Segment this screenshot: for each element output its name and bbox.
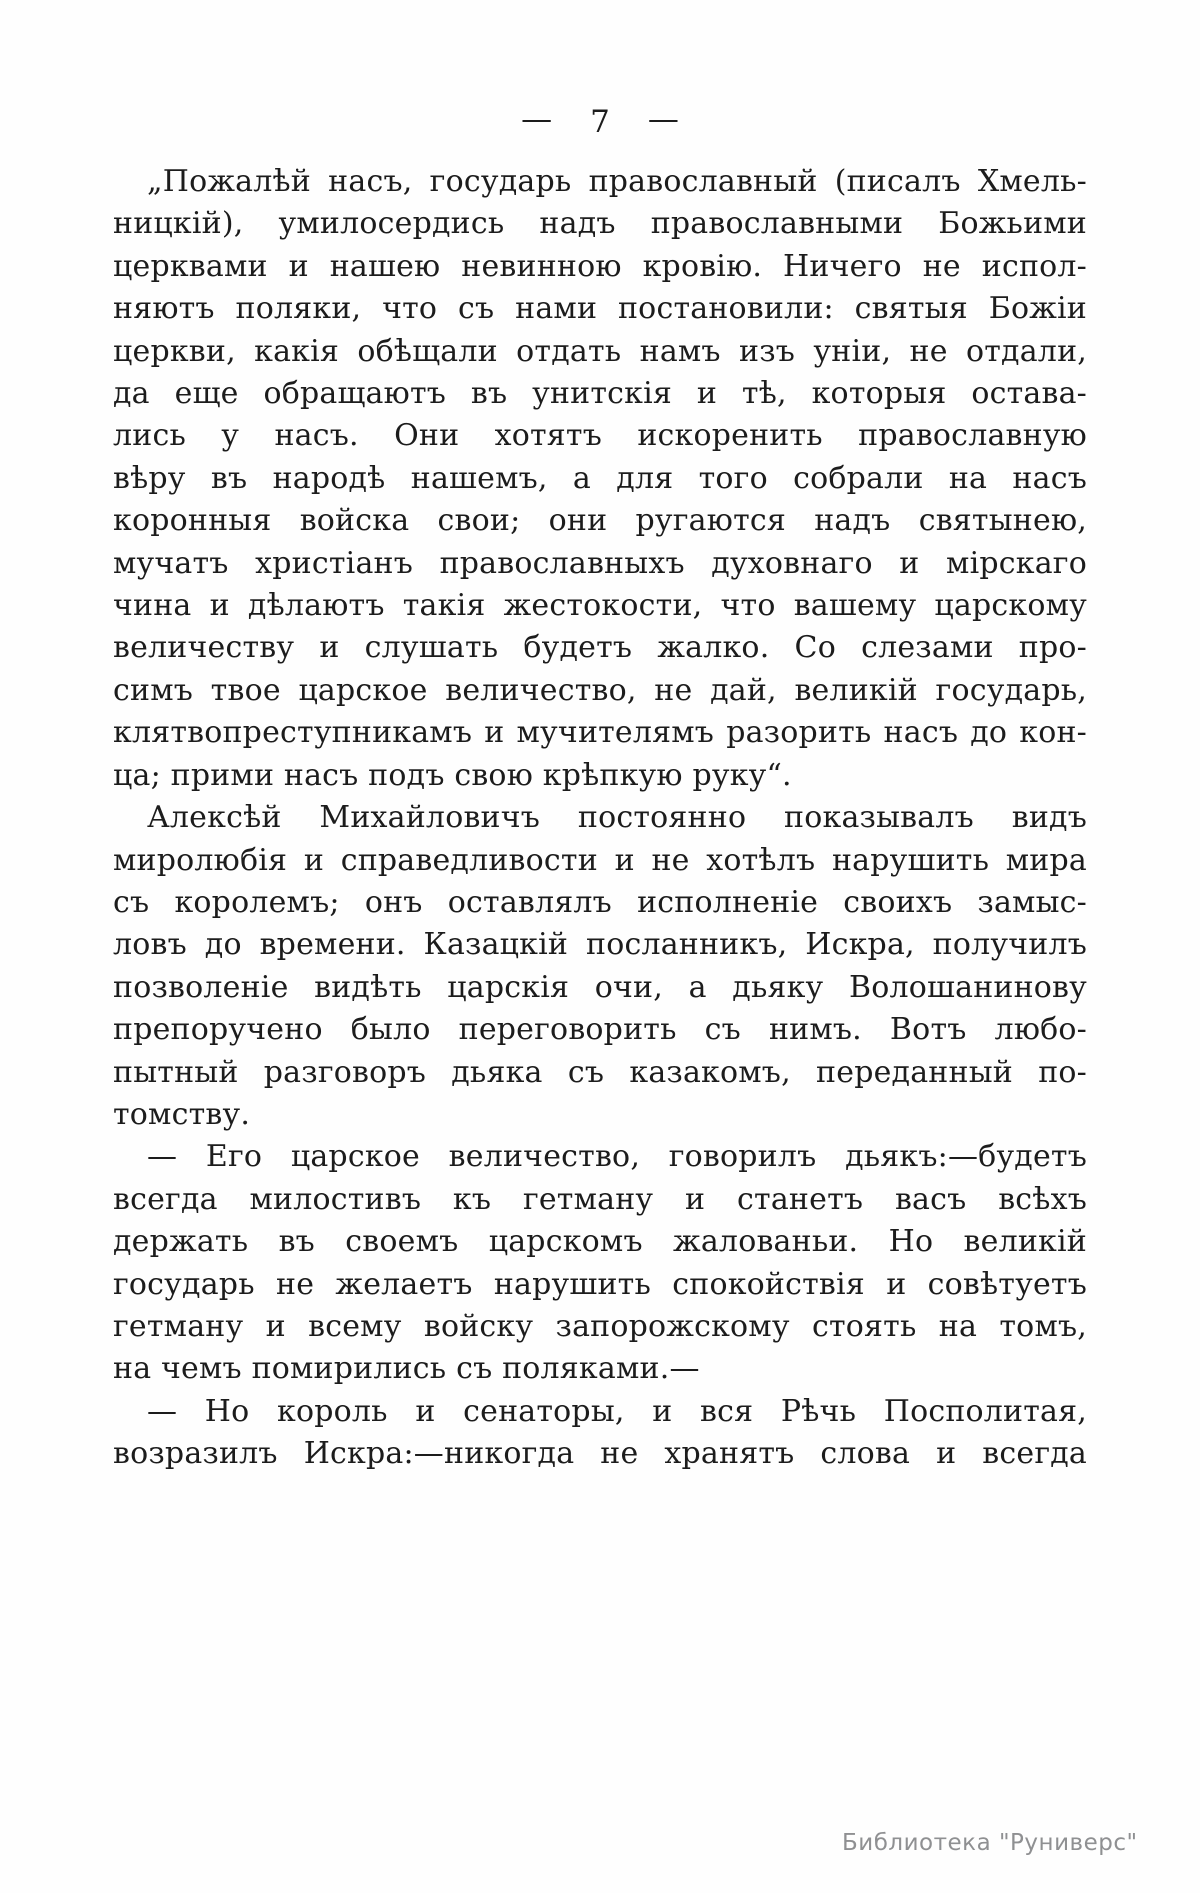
text-line: да еще обращаютъ въ унитскія и тѣ, которыя остава-	[113, 376, 1087, 412]
text-line: возразилъ Искра:—никогда не хранятъ слова и всегда	[113, 1436, 1087, 1472]
text-line: держать въ своемъ царскомъ жалованьи. Но великій	[113, 1224, 1087, 1260]
text-line: ца; прими насъ подъ свою крѣпкую руку“.	[113, 757, 792, 793]
text-line: съ королемъ; онъ оставлялъ исполненіе своихъ замыс-	[113, 884, 1087, 920]
text-line: вѣру въ народѣ нашемъ, а для того собрали на насъ	[113, 460, 1087, 496]
text-line: — Но король и сенаторы, и вся Рѣчь Посполитая,	[147, 1393, 1087, 1429]
text-line: препоручено было переговорить съ нимъ. Вотъ любо-	[113, 1012, 1087, 1048]
text-line: ловъ до времени. Казацкій посланникъ, Искра, получилъ	[113, 927, 1087, 963]
header-right-dash: —	[647, 101, 679, 137]
page-number: 7	[590, 104, 610, 140]
text-line: мучатъ христіанъ православныхъ духовнаго и мірскаго	[113, 545, 1087, 581]
text-line: церквами и нашею невинною кровію. Ничего не испол-	[113, 248, 1087, 284]
text-line: величеству и слушать будетъ жалко. Со слезами про-	[113, 630, 1087, 666]
text-line: чина и дѣлаютъ такія жестокости, что вашему царскому	[113, 588, 1087, 624]
text-line: церкви, какія обѣщали отдать намъ изъ уніи, не отдали,	[113, 333, 1087, 369]
text-line: лись у насъ. Они хотятъ искоренить православную	[113, 418, 1087, 454]
text-line: пытный разговоръ дьяка съ казакомъ, переданный по-	[113, 1054, 1087, 1090]
text-column	[113, 161, 1087, 1476]
header-left-dash: —	[521, 101, 553, 137]
library-watermark: Библиотека "Руниверс"	[842, 1830, 1138, 1856]
text-line: всегда милостивъ къ гетману и станетъ васъ всѣхъ	[113, 1181, 1087, 1217]
text-line: ницкій), умилосердись надъ православными Божьими	[113, 206, 1087, 242]
text-line: миролюбія и справедливости и не хотѣлъ нарушить мира	[113, 842, 1087, 878]
text-line: коронныя войска свои; они ругаются надъ святынею,	[113, 503, 1087, 539]
text-line: — Его царское величество, говорилъ дьякъ:—будетъ	[147, 1139, 1087, 1175]
text-line: Алексѣй Михайловичъ постоянно показывалъ видъ	[147, 800, 1087, 836]
text-line: гетману и всему войску запорожскому стоять на томъ,	[113, 1308, 1087, 1344]
page-header	[0, 101, 1200, 140]
text-line: симъ твое царское величество, не дай, великій государь,	[113, 672, 1087, 708]
text-line: „Пожалѣй насъ, государь православный (писалъ Хмель-	[147, 164, 1087, 199]
text-line: клятвопреступникамъ и мучителямъ разорить насъ до кон-	[113, 715, 1087, 751]
text-line: няютъ поляки, что съ нами постановили: святыя Божіи	[113, 291, 1087, 327]
text-line: на чемъ помирились съ поляками.—	[113, 1351, 700, 1387]
text-line: позволеніе видѣть царскія очи, а дьяку Волошанинову	[113, 969, 1087, 1005]
text-line: государь не желаетъ нарушить спокойствія и совѣтуетъ	[113, 1266, 1087, 1302]
text-line: томству.	[113, 1096, 251, 1132]
